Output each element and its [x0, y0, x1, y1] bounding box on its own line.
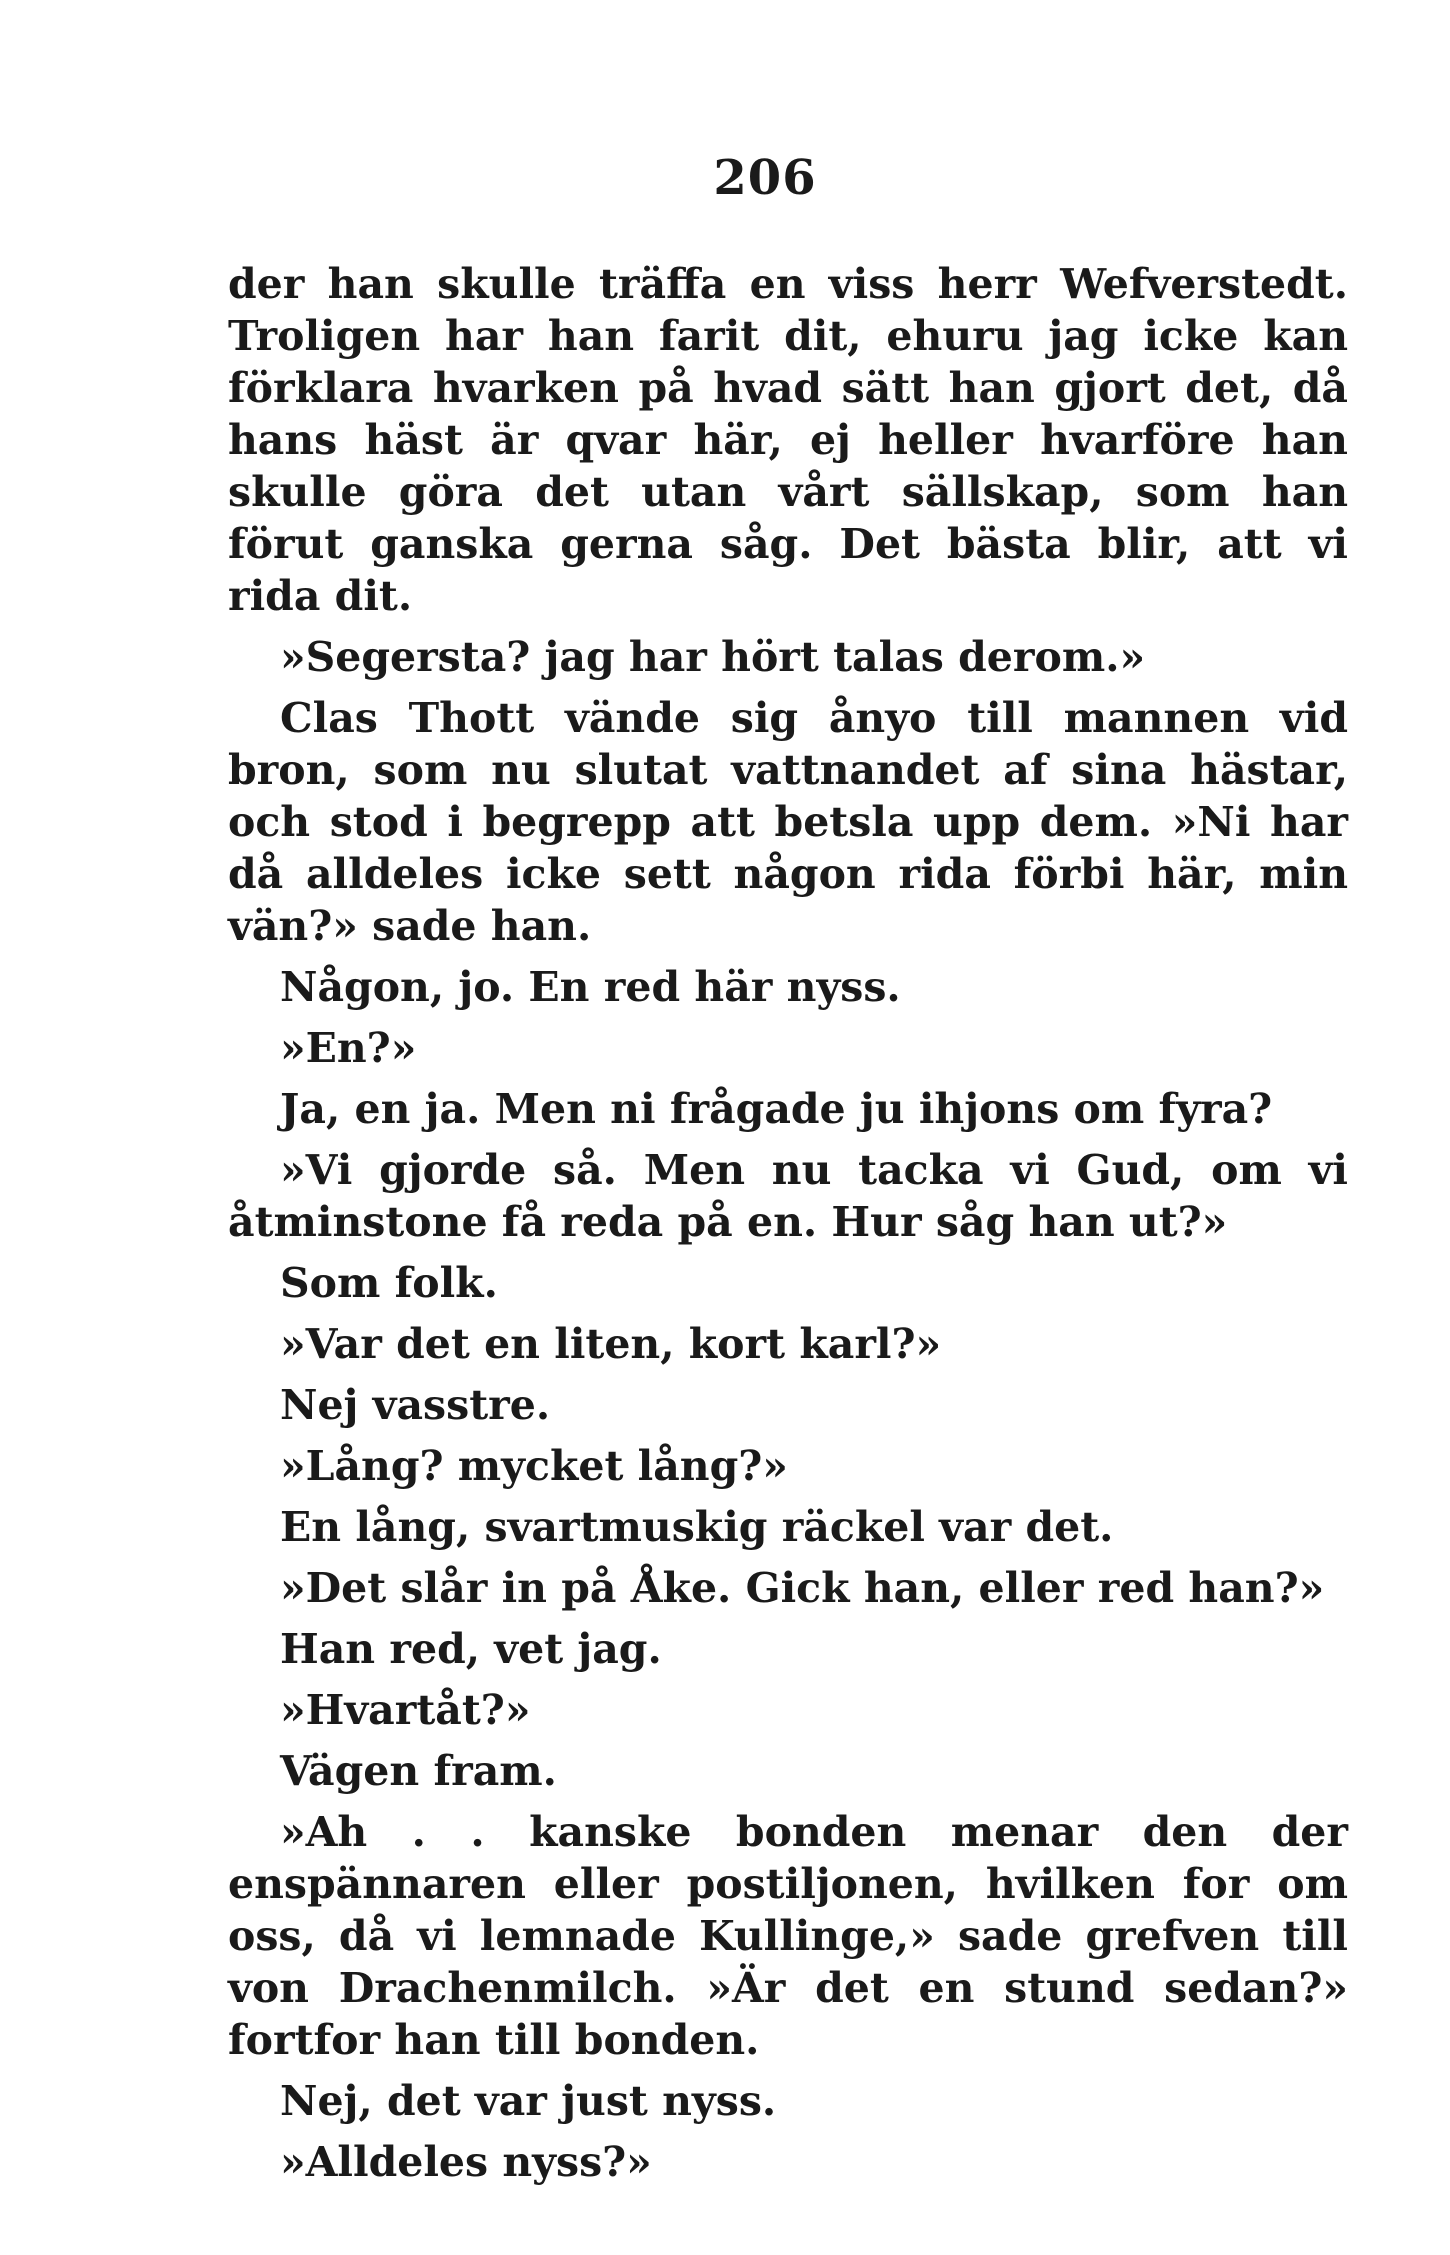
paragraph: Clas Thott vände sig ånyo till mannen vid bron, som nu slutat vattnandet af sina hästar, och stod i begrepp att betsla upp dem. »Ni har då alldeles icke sett någon rida förbi här, min vän?» sade han. — [228, 694, 1348, 950]
paragraph: Som folk. — [280, 1259, 498, 1307]
paragraph: Vägen fram. — [280, 1747, 557, 1795]
paragraph: »Ah . . kanske bonden menar den der enspännaren eller postiljonen, hvilken for om oss, då vi lemnade Kullinge,» sade grefven till von Drachenmilch. »Är det en stund sedan?» fortfor han till bonden. — [228, 1808, 1348, 2064]
paragraph: Ja, en ja. Men ni frågade ju ihjons om fyra? — [280, 1085, 1273, 1133]
paragraph: der han skulle träffa en viss herr Wefverstedt. Troligen har han farit dit, ehuru jag icke kan förklara hvarken på hvad sätt han gjort det, då hans häst är qvar här, ej heller hvarföre han skulle göra det utan vårt sällskap, som han förut ganska gerna såg. Det bästa blir, att vi rida dit. — [228, 260, 1348, 620]
paragraph: Nej vasstre. — [280, 1381, 551, 1429]
paragraph: Någon, jo. En red här nyss. — [280, 963, 901, 1011]
paragraph: »Segersta? jag har hört talas derom.» — [280, 633, 1146, 681]
paragraph: »Hvartåt?» — [280, 1686, 531, 1734]
paragraph: »Det slår in på Åke. Gick han, eller red han?» — [280, 1564, 1325, 1612]
paragraph: Nej, det var just nyss. — [280, 2077, 777, 2125]
paragraph: Han red, vet jag. — [280, 1625, 662, 1673]
paragraph: En lång, svartmuskig räckel var det. — [280, 1503, 1114, 1551]
paragraph: »Vi gjorde så. Men nu tacka vi Gud, om vi åtminstone få reda på en. Hur såg han ut?» — [228, 1146, 1348, 1246]
body-text — [228, 258, 1348, 2197]
paragraph: »Var det en liten, kort karl?» — [280, 1320, 942, 1368]
paragraph: »Alldeles nyss?» — [280, 2138, 652, 2186]
paragraph: »En?» — [280, 1024, 417, 1072]
page-number: 206 — [713, 150, 817, 206]
paragraph: »Lång? mycket lång?» — [280, 1442, 788, 1490]
